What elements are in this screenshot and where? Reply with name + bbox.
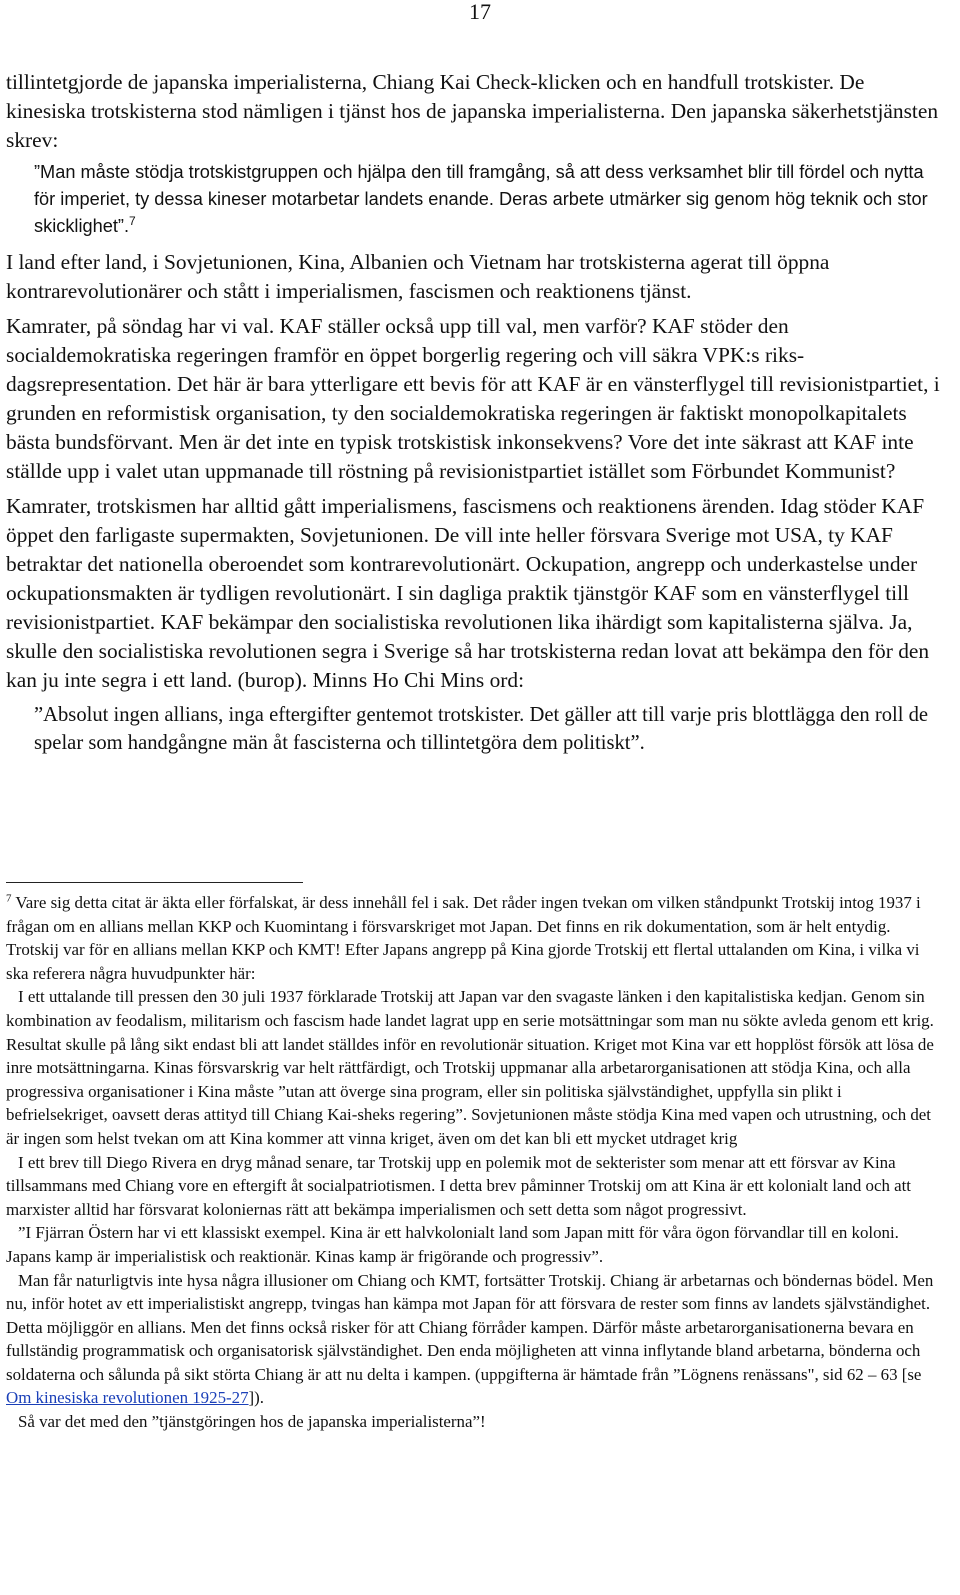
footnote-text-5: Man får naturligtvis inte hysa några illusioner om Chiang och KMT, fortsätter Trotskij. Chiang är arbetarnas och böndernas bödel. Men nu, inför hotet av ett imperialistiskt angrepp, tvingas han kämpa mot Japan för att försvara de rester som finns av landets självständighet. Detta möjliggör en allians. Men det finns också risker för att Chiang förråder kampen. Därför måste arbetarorganisationerna bevara en fullständig programmatisk och organisatorisk självständighet. Den enda möjligheten att vinna inflytande bland arbetarna, bönderna och soldaterna och sålunda på sikt störta Chiang är att nu delta i kampen. (uppgifterna är hämtade från ”Lögnens renässans", sid 62 – 63 [se: [6, 1270, 934, 1384]
paragraph-4: Kamrater, trotskismen har alltid gått imperialismens, fascismens och reaktionens ärenden. Idag stöder KAF öppet den farligaste supermakten, Sovjetunionen. De vill inte heller försvara Sverige mot USA, ty KAF betraktar det nationella oberoendet som kontrarevolutionärt. Ockupation, angrepp och underkastelse under ockupationsmakten är tydligen revolutionärt. I sin dagliga praktik tjänstgör KAF som en vänsterflygel till revisionistpartiet. KAF bekämpar den socialistiska revolutionen lika ihärdigt som kapitalisterna själva. Ja, skulle den socialistiska revolutionen segra i Sverige så har trotskisterna redan lovat att bekämpa den för den kan ju inte segra i ett land. (burop). Minns Ho Chi Mins ord:: [6, 494, 930, 692]
footnote-paragraph-3: I ett brev till Diego Rivera en dryg månad senare, tar Trotskij upp en polemik mot de sekterister som menar att ett försvar av Kina tillsammans med Chiang vore en eftergift åt socialpatriotismen. I detta brev påminner Trotskij om att Kina är ett kolonialt land och att marxister alltid har försvarat koloniernas rätt att bekämpa imperialismen och sett detta som något progressivt.: [6, 1152, 912, 1219]
block-quote-1: [34, 159, 941, 240]
footnote-reference[interactable]: 7: [129, 213, 136, 228]
footnote-text-5-end: ]).: [248, 1388, 265, 1408]
footnote-paragraph-5: [6, 1269, 941, 1411]
footnote-text-1: Vare sig detta citat är äkta eller förfalskat, är dess innehåll fel i sak. Det råder ingen tvekan om vilken ståndpunkt Trotskij intog 1937 i frågan om en allians mellan KKP och Kuomintang i försvarskriget mot Japan. Det finns en rik dokumentation, som är helt entydig. Trotskij var för en allians mellan KKP och KMT! Efter Japans angrepp på Kina gjorde Trotskij ett flertal uttalanden om Kina, i vilka vi ska referera några huvudpunkter här:: [6, 893, 921, 983]
footnotes: [6, 891, 941, 1434]
paragraph-3: Kamrater, på söndag har vi val. KAF ställer också upp till val, men varför? KAF stöder den socialdemokratiska regeringen framför en öppet borgerlig regering och vill säkra VPK:s riksdagsrepresentation. Det här är bara ytterligare ett bevis för att KAF är en vänsterflygel till revisionistpartiet, i grunden en reformistisk organisation, ty den socialdemokratiska regeringen är faktiskt monopolkapitalets bästa bundsförvant. Men är det inte en typisk trotskistisk inkonsekvens? Vore det inte säkrast att KAF inte ställde upp i valet utan uppmanade till röstning på revisionistpartiet istället som Förbundet Kommunist?: [6, 314, 940, 483]
footnote-paragraph-4: ”I Fjärran Östern har vi ett klassiskt exempel. Kina är ett halvkolonialt land som Japan mitt för våra ögon förvandlar till en koloni. Japans kamp är imperialistisk och reaktionär. Kinas kamp är frigörande och progressiv”.: [6, 1223, 899, 1266]
paragraph-1: tillintetgjorde de japanska imperialisterna, Chiang Kai Check-klicken och en handfull trotskister. De kinesiska trotskisterna stod nämligen i tjänst hos de japanska imperialisterna. Den japanska säkerhetstjänsten skrev:: [6, 70, 939, 152]
footnote-number: 7: [6, 892, 12, 905]
block-quote-2: ”Absolut ingen allians, inga eftergifter gentemot trotskister. Det gäller att till varje pris blottlägga den roll de spelar som handgångne män åt fascisterna och tillintetgöra dem politiskt”.: [34, 704, 929, 754]
paragraph-2: I land efter land, i Sovjetunionen, Kina, Albanien och Vietnam har trotskisterna agerat till öppna kontrarevolutionärer och stått i imperialismen, fascismen och reaktionens tjänst.: [6, 250, 830, 303]
main-text: [6, 68, 941, 757]
page-number: 17: [469, 0, 491, 24]
footnote-paragraph-1: [6, 891, 941, 985]
footnote-paragraph-2: I ett uttalande till pressen den 30 juli 1937 förklarade Trotskij att Japan var den svagaste länken i den kapitalistiska kedjan. Genom sin kombination av feodalism, militarism och fascism hade landet lagrat upp en serie motsättningar som man nu sökte avleda genom ett krig. Resultat skulle på lång sikt endast bli att landet ställdes inför en revolutionär situation. Kriget mot Kina var ett hopplöst försök att lösa de inre motsättningarna. Kinas försvarskrig var helt rättfärdigt, och Trotskij uppmanar alla arbetarorganisationen att stödja Kina, och alla progressiva organisationer i Kina måste ”utan att överge sina program, eller sin politiska självständighet, uppfylla sin plikt i befrielsekriget, oavsett deras attityd till Chiang Kai-sheks regering”. Sovjetunionen måste stödja Kina med vapen och utrustning, och det är ingen som helst tvekan om att Kina kommer att vinna kriget, även om det kan bli ett mycket utdraget krig: [6, 987, 934, 1148]
footnote-paragraph-6: Så var det med den ”tjänstgöringen hos de japanska imperialisterna”!: [18, 1412, 486, 1432]
revolution-link[interactable]: Om kinesiska revolutionen 1925-27: [6, 1388, 249, 1408]
block-quote-1-text: ”Man måste stödja trotskistgruppen och hjälpa den till framgång, så att dess verksamhet blir till fördel och nytta för imperiet, ty dessa kineser motarbetar landets enande. Deras arbete utmärker sig genom hög teknik och stor skicklighet”.: [34, 162, 928, 236]
footnote-separator: [6, 882, 303, 883]
